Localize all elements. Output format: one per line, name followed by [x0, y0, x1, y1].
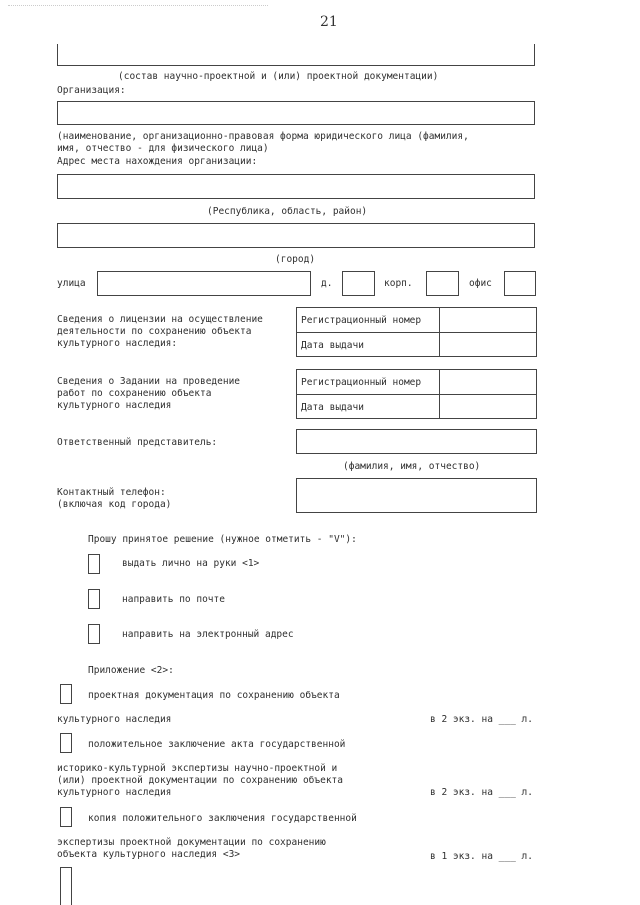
house-field[interactable] [342, 271, 375, 296]
attachment-checkbox-expertise-act[interactable] [60, 733, 72, 753]
attachment-checkbox-next[interactable] [60, 867, 72, 905]
license-issue-date-field[interactable] [440, 333, 536, 356]
assignment-label-line1: Сведения о Задании на проведение [57, 376, 241, 387]
assignment-label-line2: работ по сохранению объекта [57, 388, 212, 399]
organization-caption-line2: имя, отчество - для физического лица) [57, 143, 269, 154]
street-label: улица [57, 278, 86, 289]
attachment-expertise-act-line2: историко-культурной экспертизы научно-проектной и [57, 763, 338, 774]
assignment-issue-date-label: Дата выдачи [301, 402, 364, 413]
attachment-checkbox-state-expertise[interactable] [60, 807, 72, 827]
decision-prompt: Прошу принятое решение (нужное отметить - "V"): [88, 534, 357, 545]
organization-caption-line1: (наименование, организационно-правовая форма юридического лица (фамилия, [57, 131, 469, 142]
office-label: офис [469, 278, 492, 289]
assignment-reg-number-field[interactable] [440, 370, 536, 394]
attachment-state-expertise-line1: копия положительного заключения государственной [88, 813, 357, 824]
decision-checkbox-by-mail[interactable] [88, 589, 100, 609]
license-label-line3: культурного наследия: [57, 338, 178, 349]
phone-label-line1: Контактный телефон: [57, 487, 166, 498]
license-reg-number-label: Регистрационный номер [301, 315, 422, 326]
project-docs-field[interactable] [57, 44, 535, 66]
top-edge-mark [8, 5, 268, 7]
attachment-state-expertise-copies: в 1 экз. на ___ л. [430, 851, 533, 862]
decision-option-by-mail: направить по почте [122, 594, 225, 605]
organization-field[interactable] [57, 101, 535, 125]
house-label: д. [321, 278, 333, 289]
license-reg-number-field[interactable] [440, 308, 536, 332]
attachment-state-expertise-line3: объекта культурного наследия <3> [57, 849, 241, 860]
attachment-state-expertise-line2: экспертизы проектной документации по сохранению [57, 837, 326, 848]
license-label-line1: Сведения о лицензии на осуществление [57, 314, 263, 325]
building-field[interactable] [426, 271, 459, 296]
organization-label: Организация: [57, 85, 126, 96]
representative-field[interactable] [296, 429, 537, 454]
region-field[interactable] [57, 174, 535, 199]
decision-option-in-person: выдать лично на руки <1> [122, 558, 260, 569]
project-docs-caption: (состав научно-проектной и (или) проектной документации) [118, 71, 439, 82]
page-number: 21 [320, 14, 338, 30]
street-field[interactable] [97, 271, 311, 296]
attachment-expertise-act-copies: в 2 экз. на ___ л. [430, 787, 533, 798]
phone-label-line2: (включая код города) [57, 499, 172, 510]
address-label: Адрес места нахождения организации: [57, 156, 258, 167]
assignment-issue-date-field[interactable] [440, 395, 536, 418]
region-caption: (Республика, область, район) [207, 206, 368, 217]
attachment-expertise-act-line1: положительное заключение акта государственной [88, 739, 346, 750]
license-issue-date-label: Дата выдачи [301, 340, 364, 351]
city-caption: (город) [275, 254, 316, 265]
phone-field[interactable] [296, 478, 537, 513]
decision-checkbox-in-person[interactable] [88, 554, 100, 574]
license-table [296, 307, 537, 357]
attachments-label: Приложение <2>: [88, 665, 174, 676]
representative-caption: (фамилия, имя, отчество) [343, 461, 481, 472]
decision-option-by-email: направить на электронный адрес [122, 629, 294, 640]
attachment-expertise-act-line3: (или) проектной документации по сохранению объекта [57, 775, 343, 786]
assignment-table [296, 369, 537, 419]
attachment-project-docs-line1: проектная документация по сохранению объекта [88, 690, 340, 701]
assignment-label-line3: культурного наследия [57, 400, 172, 411]
city-field[interactable] [57, 223, 535, 248]
building-label: корп. [384, 278, 413, 289]
attachment-expertise-act-line4: культурного наследия [57, 787, 172, 798]
office-field[interactable] [504, 271, 536, 296]
decision-checkbox-by-email[interactable] [88, 624, 100, 644]
assignment-reg-number-label: Регистрационный номер [301, 377, 422, 388]
attachment-project-docs-copies: в 2 экз. на ___ л. [430, 714, 533, 725]
attachment-project-docs-line2: культурного наследия [57, 714, 172, 725]
license-label-line2: деятельности по сохранению объекта [57, 326, 252, 337]
representative-label: Ответственный представитель: [57, 437, 218, 448]
attachment-checkbox-project-docs[interactable] [60, 684, 72, 704]
